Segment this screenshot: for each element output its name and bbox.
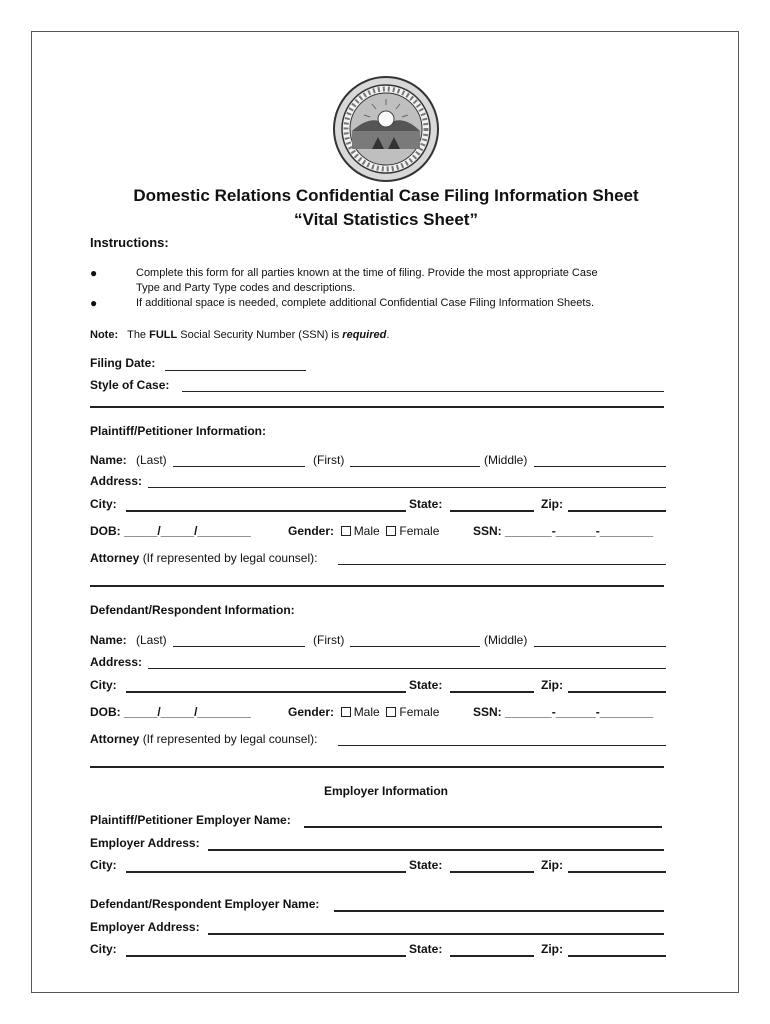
defendant-gender-label: Gender: <box>288 705 335 719</box>
plaintiff-employer-label: Plaintiff/Petitioner Employer Name: <box>90 813 291 827</box>
plaintiff-employer-state-field[interactable] <box>450 871 534 873</box>
plaintiff-last-field[interactable] <box>173 466 305 467</box>
note-required: required <box>342 329 387 341</box>
defendant-employer-state-label: State: <box>409 942 443 956</box>
defendant-first-field[interactable] <box>350 646 480 647</box>
plaintiff-employer-field[interactable] <box>304 826 662 828</box>
plaintiff-male-label: Male <box>353 524 380 538</box>
defendant-dob-row <box>90 705 251 719</box>
form-title: Domestic Relations Confidential Case Filing Information Sheet <box>133 186 639 205</box>
instruction-2: If additional space is needed, complete additional Confidential Case Filing Information Sheets. <box>136 297 594 309</box>
defendant-zip-field[interactable] <box>568 691 666 693</box>
plaintiff-attorney-note: (If represented by legal counsel): <box>142 551 318 565</box>
note-text <box>90 329 389 341</box>
filing-date-label: Filing Date: <box>90 356 156 370</box>
defendant-male-label: Male <box>353 705 380 719</box>
plaintiff-name-label: Name: <box>90 453 127 467</box>
style-of-case-field[interactable] <box>182 391 664 392</box>
plaintiff-dob-field[interactable]: _____/_____/________ <box>124 524 251 538</box>
plaintiff-address-field[interactable] <box>148 487 666 488</box>
plaintiff-state-label: State: <box>409 497 443 511</box>
plaintiff-employer-address-field[interactable] <box>208 849 664 851</box>
plaintiff-gender-label: Gender: <box>288 524 335 538</box>
bullet-1: ● <box>90 266 98 280</box>
defendant-employer-label: Defendant/Respondent Employer Name: <box>90 897 320 911</box>
plaintiff-employer-address-label: Employer Address: <box>90 836 200 850</box>
plaintiff-middle-label: (Middle) <box>484 453 528 467</box>
defendant-employer-field[interactable] <box>334 910 664 912</box>
note-label: Note: <box>90 329 119 341</box>
defendant-heading: Defendant/Respondent Information: <box>90 603 295 617</box>
plaintiff-city-field[interactable] <box>126 510 406 512</box>
defendant-female-checkbox[interactable] <box>386 707 396 717</box>
plaintiff-employer-city-field[interactable] <box>126 871 406 873</box>
plaintiff-employer-state-label: State: <box>409 858 443 872</box>
note-prefix: The <box>127 329 147 341</box>
defendant-name-label: Name: <box>90 633 127 647</box>
defendant-middle-label: (Middle) <box>484 633 528 647</box>
defendant-employer-city-label: City: <box>90 942 117 956</box>
plaintiff-ssn-label: SSN: <box>473 524 502 538</box>
defendant-dob-field[interactable]: _____/_____/________ <box>124 705 251 719</box>
court-seal-icon <box>332 75 440 183</box>
defendant-state-label: State: <box>409 678 443 692</box>
plaintiff-last-label: (Last) <box>136 453 167 467</box>
defendant-employer-address-label: Employer Address: <box>90 920 200 934</box>
defendant-attorney-row <box>90 732 317 746</box>
defendant-male-checkbox[interactable] <box>341 707 351 717</box>
plaintiff-female-label: Female <box>399 524 440 538</box>
defendant-attorney-field[interactable] <box>338 745 666 746</box>
instruction-1-line2: Type and Party Type codes and descriptions. <box>136 282 356 294</box>
defendant-address-field[interactable] <box>148 668 666 669</box>
plaintiff-state-field[interactable] <box>450 510 534 512</box>
instruction-1-line1: Complete this form for all parties known at the time of filing. Provide the most appropriate Case <box>136 267 598 279</box>
plaintiff-attorney-field-2[interactable] <box>90 585 664 587</box>
style-of-case-field-2[interactable] <box>90 406 664 408</box>
defendant-zip-label: Zip: <box>541 678 563 692</box>
defendant-first-label: (First) <box>313 633 345 647</box>
defendant-employer-city-field[interactable] <box>126 955 406 957</box>
defendant-ssn-field[interactable]: _______-______-________ <box>505 705 654 719</box>
plaintiff-zip-field[interactable] <box>568 510 666 512</box>
employer-heading: Employer Information <box>323 784 448 798</box>
plaintiff-first-field[interactable] <box>350 466 480 467</box>
plaintiff-dob-row <box>90 524 251 538</box>
plaintiff-attorney-row <box>90 551 317 565</box>
defendant-ssn-row <box>473 705 653 719</box>
note-full: FULL <box>149 329 178 341</box>
plaintiff-city-label: City: <box>90 497 117 511</box>
instructions-heading: Instructions: <box>90 235 169 250</box>
defendant-ssn-label: SSN: <box>473 705 502 719</box>
defendant-address-label: Address: <box>90 655 143 669</box>
defendant-state-field[interactable] <box>450 691 534 693</box>
defendant-last-field[interactable] <box>173 646 305 647</box>
note-suffix: . <box>386 329 390 341</box>
plaintiff-dob-label: DOB: <box>90 524 121 538</box>
defendant-attorney-label: Attorney <box>90 732 140 746</box>
plaintiff-attorney-label: Attorney <box>90 551 140 565</box>
form-subtitle: “Vital Statistics Sheet” <box>294 210 478 229</box>
plaintiff-employer-zip-field[interactable] <box>568 871 666 873</box>
note-middle: Social Security Number (SSN) is <box>180 329 340 341</box>
plaintiff-attorney-field[interactable] <box>338 564 666 565</box>
defendant-employer-address-field[interactable] <box>208 933 664 935</box>
defendant-city-field[interactable] <box>126 691 406 693</box>
defendant-city-label: City: <box>90 678 117 692</box>
defendant-female-label: Female <box>399 705 440 719</box>
bullet-2: ● <box>90 296 98 310</box>
form-page <box>31 31 739 993</box>
defendant-gender-row <box>288 705 439 719</box>
plaintiff-ssn-row <box>473 524 653 538</box>
plaintiff-first-label: (First) <box>313 453 345 467</box>
plaintiff-male-checkbox[interactable] <box>341 526 351 536</box>
plaintiff-gender-row <box>288 524 439 538</box>
plaintiff-middle-field[interactable] <box>534 466 666 467</box>
plaintiff-employer-city-label: City: <box>90 858 117 872</box>
style-of-case-label: Style of Case: <box>90 378 170 392</box>
plaintiff-employer-zip-label: Zip: <box>541 858 563 872</box>
defendant-employer-zip-label: Zip: <box>541 942 563 956</box>
plaintiff-name-row <box>90 453 127 467</box>
defendant-attorney-field-2[interactable] <box>90 766 664 768</box>
filing-date-field[interactable] <box>165 370 306 371</box>
plaintiff-ssn-field[interactable]: _______-______-________ <box>505 524 654 538</box>
plaintiff-female-checkbox[interactable] <box>386 526 396 536</box>
defendant-employer-zip-field[interactable] <box>568 955 666 957</box>
defendant-employer-state-field[interactable] <box>450 955 534 957</box>
defendant-dob-label: DOB: <box>90 705 121 719</box>
defendant-attorney-note: (If represented by legal counsel): <box>142 732 318 746</box>
plaintiff-address-label: Address: <box>90 474 143 488</box>
plaintiff-zip-label: Zip: <box>541 497 563 511</box>
defendant-last-label: (Last) <box>136 633 167 647</box>
defendant-middle-field[interactable] <box>534 646 666 647</box>
plaintiff-heading: Plaintiff/Petitioner Information: <box>90 424 266 438</box>
